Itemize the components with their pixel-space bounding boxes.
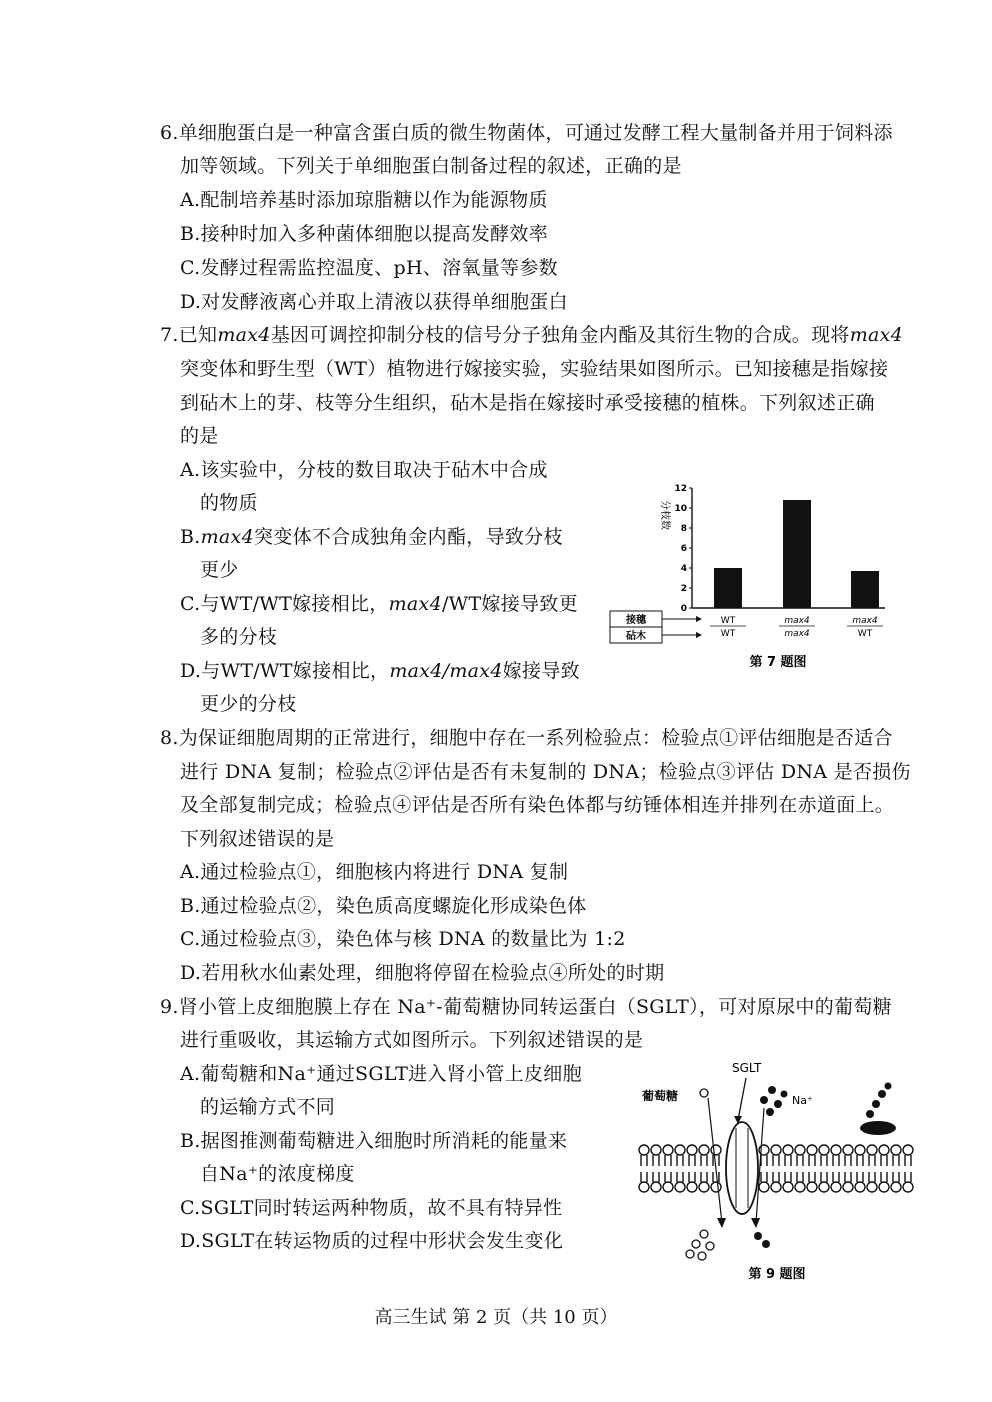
lipid-head-icon <box>675 1182 685 1192</box>
glucose-molecule-icon <box>700 1089 708 1097</box>
lipid-tail <box>857 1172 863 1182</box>
q8-option-b: B.通过检验点②，染色质高度螺旋化形成染色体 <box>180 895 587 917</box>
glucose-transport-arrow <box>708 1098 722 1223</box>
lipid-head-icon <box>651 1182 661 1192</box>
lipid-head-icon <box>687 1182 697 1192</box>
lipid-head-icon <box>867 1145 877 1155</box>
q8-stem-line1: 8.为保证细胞周期的正常进行，细胞中存在一系列检验点：检验点①评估细胞是否适合 <box>160 727 893 749</box>
q8-stem-line4: 下列叙述错误的是 <box>180 828 335 850</box>
lipid-tail <box>905 1172 911 1182</box>
lipid-tail <box>677 1155 683 1166</box>
sglt-label: SGLT <box>732 1061 762 1075</box>
y-tick-label: 8 <box>680 524 687 534</box>
lipid-head-icon <box>687 1145 697 1155</box>
row-label-rootstock: 砧木 <box>626 631 646 642</box>
q7-stem-text: 基因可调控抑制分枝的信号分子独角金内酯及其衍生物的合成。现将 <box>270 324 850 346</box>
lipid-head-icon <box>711 1182 721 1192</box>
q9-stem-line1: 9.肾小管上皮细胞膜上存在 Na⁺-葡萄糖协同转运蛋白（SGLT），可对原尿中的葡萄糖 <box>160 996 892 1018</box>
arrowhead-icon <box>696 632 702 638</box>
lipid-tail <box>773 1155 779 1166</box>
sglt-pointer-arrow <box>738 1078 746 1120</box>
lipid-head-icon <box>843 1182 853 1192</box>
lipid-tail <box>845 1172 851 1182</box>
lipid-tail <box>809 1172 815 1182</box>
q7-option-c <box>180 591 578 617</box>
q8-option-d: D.若用秋水仙素处理，细胞将停留在检验点④所处的时期 <box>180 962 665 984</box>
lipid-tail <box>905 1155 911 1166</box>
glucose-inside-icon <box>686 1230 714 1260</box>
q7-option-d <box>180 658 580 684</box>
q8-stem-line3: 及全部复制完成；检验点④评估是否所有染色体都与纺锤体相连并排列在赤道面上。 <box>180 794 895 816</box>
lipid-tail <box>761 1155 767 1166</box>
na-inside-icon <box>754 1232 770 1248</box>
lipid-tail <box>893 1155 899 1166</box>
q7-option-d-cont: 更少的分枝 <box>200 693 297 715</box>
lipid-tail <box>809 1155 815 1166</box>
q7-option-a: A.该实验中，分枝的数目取决于砧木中合成 <box>180 459 548 481</box>
q7-option-text: B. <box>180 526 201 548</box>
lipid-head-icon <box>843 1145 853 1155</box>
q8-stem-line2: 进行 DNA 复制；检验点②评估是否有未复制的 DNA；检验点③评估 DNA 是否损伤 <box>180 761 911 783</box>
q7-gene-name: max4 <box>200 526 254 548</box>
q7-option-text: C.与WT/WT嫁接相比， <box>180 593 389 615</box>
q7-stem-text: 7.已知 <box>160 324 218 346</box>
lipid-head-icon <box>663 1145 673 1155</box>
arrowhead-icon <box>696 616 702 622</box>
y-tick-label: 10 <box>674 504 687 514</box>
lipid-tail <box>665 1172 671 1182</box>
lipid-tail <box>881 1172 887 1182</box>
q6-stem-line1: 6.单细胞蛋白是一种富含蛋白质的微生物菌体，可通过发酵工程大量制备并用于饲料添 <box>160 122 893 144</box>
lipid-head-icon <box>699 1145 709 1155</box>
y-tick-label: 4 <box>680 564 687 574</box>
bar-2 <box>783 500 811 608</box>
q6-option-b: B.接种时加入多种菌体细胞以提高发酵效率 <box>180 223 549 245</box>
lipid-head-icon <box>759 1182 769 1192</box>
q7-gene-name: max4 <box>217 324 271 346</box>
q7-stem-line2: 突变体和野生型（WT）植物进行嫁接实验，实验结果如图所示。已知接穗是指嫁接 <box>180 358 889 380</box>
lipid-head-icon <box>819 1182 829 1192</box>
q9-option-d: D.SGLT在转运物质的过程中形状会发生变化 <box>180 1230 564 1252</box>
lipid-tail <box>797 1155 803 1166</box>
lipid-tail <box>653 1172 659 1182</box>
q7-stem-line3: 到砧木上的芽、枝等分生组织，砧木是指在嫁接时承受接穗的植株。下列叙述正确 <box>180 392 875 414</box>
q6-stem-line2: 加等领域。下列关于单细胞蛋白制备过程的叙述，正确的是 <box>180 155 682 177</box>
q9-stem-line2: 进行重吸收，其运输方式如图所示。下列叙述错误的是 <box>180 1029 644 1051</box>
membrane-protein-icon <box>860 1083 896 1136</box>
lipid-tail <box>893 1172 899 1182</box>
lipid-tail <box>797 1172 803 1182</box>
q9-option-a: A.葡萄糖和Na⁺通过SGLT进入肾小管上皮细胞 <box>180 1063 582 1085</box>
lipid-tail <box>701 1172 707 1182</box>
lipid-tail <box>821 1172 827 1182</box>
lipid-tail <box>821 1155 827 1166</box>
q7-option-a-cont: 的物质 <box>200 492 258 514</box>
lipid-tail <box>785 1155 791 1166</box>
lipid-tail <box>665 1155 671 1166</box>
y-tick-label: 6 <box>680 544 687 554</box>
lipid-tail <box>881 1155 887 1166</box>
q7-bar-chart <box>600 478 900 678</box>
lipid-head-icon <box>783 1182 793 1192</box>
lipid-head-icon <box>831 1145 841 1155</box>
lipid-head-icon <box>795 1145 805 1155</box>
q9-option-c: C.SGLT同时转运两种物质，故不具有特异性 <box>180 1197 563 1219</box>
row-label-scion: 接穗 <box>626 615 646 626</box>
x-label-scion: WT <box>720 616 736 626</box>
lipid-head-icon <box>903 1145 913 1155</box>
lipid-tail <box>773 1172 779 1182</box>
lipid-head-icon <box>879 1145 889 1155</box>
q7-gene-name: max4 <box>849 324 904 346</box>
q7-gene-name: max4 <box>388 593 442 615</box>
lipid-bilayer <box>639 1145 913 1192</box>
q6-option-a: A.配制培养基时添加琼脂糖以作为能源物质 <box>180 189 548 211</box>
q7-gene-name: max4/max4 <box>389 660 503 682</box>
lipid-head-icon <box>675 1145 685 1155</box>
x-label-scion: max4 <box>784 616 810 626</box>
lipid-head-icon <box>867 1182 877 1192</box>
q8-option-c: C.通过检验点③，染色体与核 DNA 的数量比为 1:2 <box>180 928 626 950</box>
lipid-head-icon <box>771 1182 781 1192</box>
lipid-head-icon <box>771 1145 781 1155</box>
q7-option-text: /WT嫁接导致更 <box>441 593 578 615</box>
q9-figure-caption: 第 9 题图 <box>748 1267 806 1282</box>
q8-option-a: A.通过检验点①，细胞核内将进行 DNA 复制 <box>180 861 569 883</box>
lipid-head-icon <box>711 1145 721 1155</box>
q6-option-d: D.对发酵液离心并取上清液以获得单细胞蛋白 <box>180 291 568 313</box>
q7-stem-line1 <box>160 322 903 348</box>
lipid-head-icon <box>699 1182 709 1192</box>
x-label-rootstock: WT <box>857 629 873 639</box>
q7-option-text: 突变体不合成独角金内酯，导致分枝 <box>253 526 563 548</box>
x-label-rootstock: max4 <box>784 629 810 639</box>
chart-bars <box>714 500 879 608</box>
sglt-transporter-icon <box>726 1122 758 1214</box>
arrowhead-icon <box>717 1218 726 1228</box>
lipid-tail <box>689 1172 695 1182</box>
q7-option-c-cont: 多的分枝 <box>200 626 278 648</box>
lipid-head-icon <box>795 1182 805 1192</box>
na-label: Na⁺ <box>792 1094 813 1107</box>
x-label-scion: max4 <box>852 616 878 626</box>
q7-stem-line4: 的是 <box>180 425 219 447</box>
lipid-tail <box>845 1155 851 1166</box>
lipid-head-icon <box>855 1182 865 1192</box>
lipid-tail <box>857 1155 863 1166</box>
lipid-tail <box>677 1172 683 1182</box>
q9-option-b: B.据图推测葡萄糖进入细胞时所消耗的能量来 <box>180 1130 568 1152</box>
lipid-tail <box>833 1155 839 1166</box>
lipid-tail <box>869 1172 875 1182</box>
lipid-head-icon <box>807 1145 817 1155</box>
chart-x-labels <box>610 611 883 643</box>
lipid-tail <box>701 1155 707 1166</box>
lipid-head-icon <box>891 1182 901 1192</box>
lipid-head-icon <box>879 1182 889 1192</box>
lipid-tail <box>653 1155 659 1166</box>
q7-option-text: 嫁接导致 <box>502 660 580 682</box>
y-tick-label: 2 <box>680 584 687 594</box>
lipid-head-icon <box>819 1145 829 1155</box>
lipid-head-icon <box>639 1145 649 1155</box>
lipid-head-icon <box>783 1145 793 1155</box>
lipid-head-icon <box>831 1182 841 1192</box>
lipid-tail <box>761 1172 767 1182</box>
y-tick-label: 12 <box>674 484 687 494</box>
lipid-head-icon <box>663 1182 673 1192</box>
bar-1 <box>714 568 742 608</box>
q7-option-b-cont: 更少 <box>200 559 239 581</box>
lipid-tail <box>641 1172 647 1182</box>
q9-option-b-cont: 自Na⁺的浓度梯度 <box>200 1163 355 1185</box>
lipid-head-icon <box>891 1145 901 1155</box>
chart-y-axis-label: 分枝数 <box>659 500 670 530</box>
lipid-head-icon <box>651 1145 661 1155</box>
q7-option-text: D.与WT/WT嫁接相比， <box>180 660 390 682</box>
lipid-tail <box>833 1172 839 1182</box>
lipid-head-icon <box>639 1182 649 1192</box>
lipid-tail <box>689 1155 695 1166</box>
page-footer: 高三生试 第 2 页（共 10 页） <box>374 1307 618 1328</box>
q9-option-a-cont: 的运输方式不同 <box>200 1096 336 1118</box>
q7-option-b <box>180 524 563 550</box>
arrowhead-icon <box>751 1218 760 1228</box>
lipid-head-icon <box>807 1182 817 1192</box>
q6-option-c: C.发酵过程需监控温度、pH、溶氧量等参数 <box>180 257 558 279</box>
lipid-tail <box>869 1155 875 1166</box>
lipid-tail <box>641 1155 647 1166</box>
glucose-label: 葡萄糖 <box>642 1089 679 1103</box>
lipid-head-icon <box>855 1145 865 1155</box>
x-label-rootstock: WT <box>720 629 736 639</box>
lipid-head-icon <box>903 1182 913 1192</box>
y-tick-label: 0 <box>680 604 687 614</box>
q7-figure-caption: 第 7 题图 <box>749 655 807 670</box>
bar-3 <box>851 571 879 608</box>
q9-sglt-diagram <box>632 1058 922 1286</box>
lipid-tail <box>785 1172 791 1182</box>
